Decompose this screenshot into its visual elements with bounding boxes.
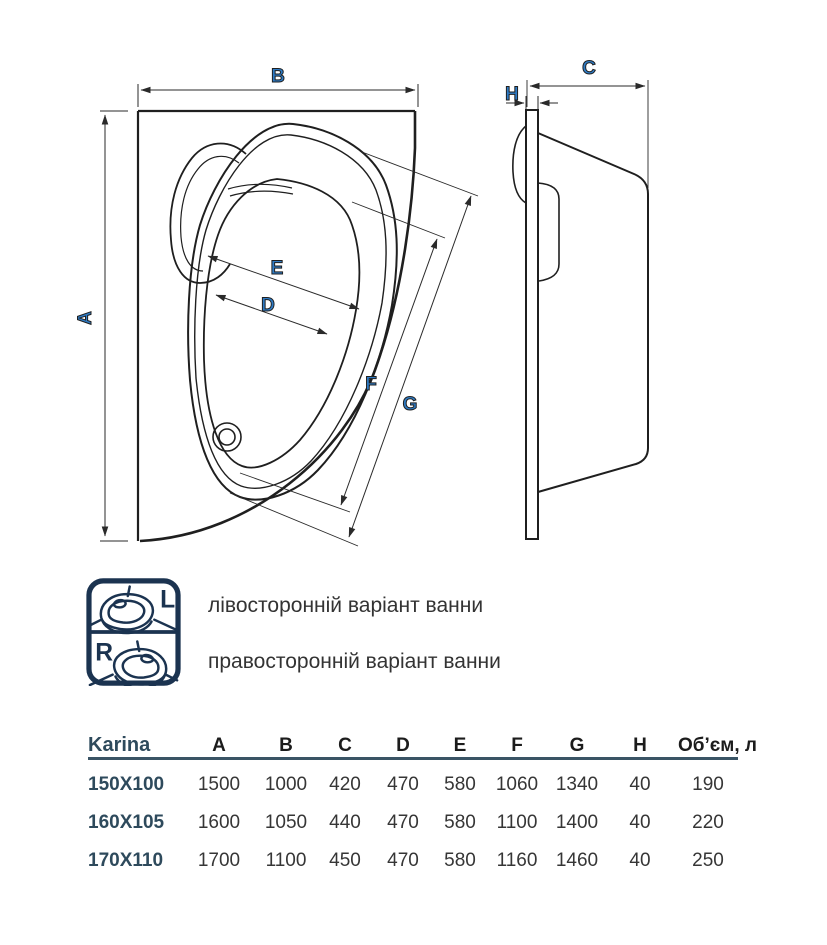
row-size-label: 160X105: [88, 812, 165, 833]
icon-letter-R: R: [95, 639, 114, 667]
column-header: H: [633, 735, 647, 756]
column-header: E: [453, 735, 467, 756]
table-cell: 470: [387, 774, 419, 795]
column-header: D: [396, 735, 410, 756]
dim-label-C: C: [582, 58, 596, 79]
bowl-outline: [204, 179, 360, 468]
column-header: Об’єм, л: [678, 735, 757, 756]
icon-letter-L: L: [160, 586, 176, 614]
table-cell: 1060: [495, 774, 539, 795]
dim-label-A: A: [75, 311, 96, 325]
spec-table: [88, 724, 757, 880]
dim-label-H: H: [505, 84, 519, 105]
drain-inner: [219, 429, 235, 445]
dim-label-D: D: [261, 295, 275, 316]
dim-label-G: G: [402, 394, 418, 415]
table-cell: 1700: [197, 850, 241, 871]
row-size-label: 150X100: [88, 774, 165, 795]
table-cell: 1050: [264, 812, 308, 833]
table-cell: 1160: [496, 850, 538, 871]
orientation-icon: [86, 578, 181, 686]
table-cell: 40: [629, 850, 651, 871]
plan-view: [75, 66, 478, 546]
table-cell: 1460: [555, 850, 599, 871]
table-cell: 1100: [265, 850, 307, 871]
table-cell: 1600: [197, 812, 241, 833]
table-cell: 40: [629, 774, 651, 795]
dim-label-E: E: [270, 258, 284, 279]
table-cell: 40: [629, 812, 651, 833]
table-cell: 1400: [555, 812, 599, 833]
dim-tick: [526, 96, 538, 109]
table-cell: 250: [692, 850, 724, 871]
table-row: [88, 842, 738, 880]
row-size-label: 170X110: [88, 850, 164, 871]
legend-left-text: лівосторонній варіант ванни: [208, 594, 484, 617]
table-cell: 220: [692, 812, 724, 833]
side-seat: [538, 183, 559, 281]
table-cell: 450: [329, 850, 361, 871]
dim-line-G: [349, 196, 471, 537]
table-row: [88, 766, 738, 804]
table-cell: 580: [444, 774, 476, 795]
column-header: C: [338, 735, 352, 756]
legend-right-text: правосторонній варіант ванни: [208, 650, 501, 673]
table-row: [88, 804, 738, 842]
column-header: F: [511, 735, 523, 756]
side-headrest: [513, 126, 526, 203]
table-cell: 1100: [496, 812, 538, 833]
side-panel: [526, 110, 538, 539]
side-body: [538, 133, 648, 492]
table-cell: 1500: [197, 774, 241, 795]
table-cell: 470: [387, 850, 419, 871]
table-header-row: [88, 724, 757, 760]
table-cell: 1000: [264, 774, 308, 795]
headrest-inner: [181, 156, 239, 271]
dim-tick: [138, 84, 418, 107]
dim-label-F: F: [365, 374, 377, 395]
column-header: B: [279, 735, 293, 756]
table-cell: 420: [329, 774, 361, 795]
table-cell: 470: [387, 812, 419, 833]
table-cell: 580: [444, 812, 476, 833]
dim-line-E: [208, 256, 359, 309]
table-cell: 440: [329, 812, 361, 833]
column-header: G: [569, 735, 585, 756]
table-cell: 190: [692, 774, 724, 795]
dim-label-B: B: [271, 66, 285, 87]
table-cell: 1340: [555, 774, 599, 795]
headrest-fold: [228, 184, 293, 196]
dim-line-F: [341, 239, 437, 505]
table-model-name: Karina: [88, 734, 151, 756]
table-cell: 580: [444, 850, 476, 871]
side-view: [505, 58, 648, 539]
column-header: A: [212, 735, 226, 756]
dim-tick: [100, 111, 128, 541]
